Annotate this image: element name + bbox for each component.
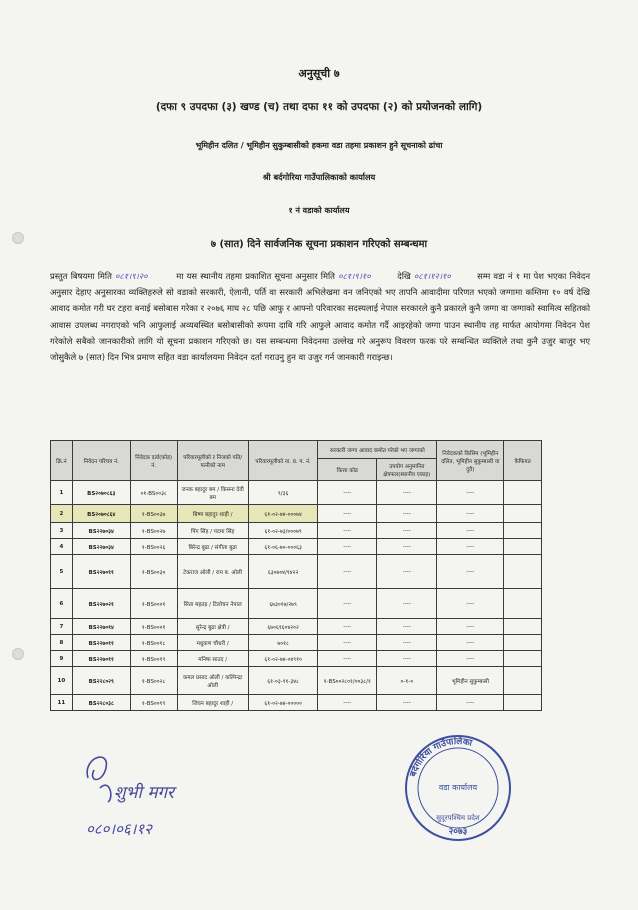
table-row: [51, 555, 542, 589]
cell-plot: १-BS००२८०१/००३८/१: [318, 667, 377, 695]
col-nid: परिवारमूलीको ना. प्र. प. नं.: [248, 441, 318, 481]
cell-reg-no: BS२०७०८६४: [72, 505, 130, 523]
cell-plot: ----: [318, 523, 377, 539]
cell-category: ----: [437, 539, 504, 555]
handwritten-publish-date: ०८१।९।२०: [115, 271, 148, 281]
cell-plot: ----: [318, 695, 377, 711]
cell-name: बिष्ण बहादुर शाही /: [177, 505, 248, 523]
cell-reg-no: BS२२८०२९: [72, 667, 130, 695]
table-row: [51, 523, 542, 539]
cell-nid: ६१-०३-९१-३४८: [248, 667, 318, 695]
cell-area: ----: [377, 555, 437, 589]
cell-remarks: [504, 523, 542, 539]
col-reg-no: निवेदन परिचय नं.: [72, 441, 130, 481]
cell-plot: ----: [318, 589, 377, 619]
cell-reg-no: BS२०७०८६३: [72, 481, 130, 505]
cell-family-no: १-BS००२६: [130, 539, 177, 555]
handwritten-from-date: ०८१।९।१०: [338, 271, 371, 281]
cell-name: मधुकण चौधरी /: [177, 635, 248, 651]
cell-sn: 6: [51, 589, 73, 619]
cell-remarks: [504, 589, 542, 619]
table-row: [51, 505, 542, 523]
cell-area: ----: [377, 523, 437, 539]
cell-area: ----: [377, 481, 437, 505]
cell-reg-no: BS२२७०२१: [72, 589, 130, 619]
cell-nid: ६१-०२-७४-०४९१०: [248, 651, 318, 667]
cell-plot: ----: [318, 505, 377, 523]
cell-nid: ६१-०२-७४-०००७४: [248, 505, 318, 523]
cell-area: ----: [377, 635, 437, 651]
cell-area: ----: [377, 589, 437, 619]
cell-sn: 5: [51, 555, 73, 589]
cell-plot: ----: [318, 555, 377, 589]
cell-sn: 8: [51, 635, 73, 651]
notice-body: [50, 268, 590, 365]
col-name: परिवारमूलीको र निजको पति/पत्नीको नाम: [177, 441, 248, 481]
cell-plot: ----: [318, 539, 377, 555]
cell-name: टेकराज ओली / राम ब. ओली: [177, 555, 248, 589]
cell-reg-no: BS२२८०३८: [72, 695, 130, 711]
cell-category: ----: [437, 555, 504, 589]
cell-name: जनक बहादुर बम / किसना देवी बम: [177, 481, 248, 505]
ward-office: १ नं वडाको कार्यालय: [288, 206, 350, 215]
cell-family-no: १-BS०००१: [130, 619, 177, 635]
cell-remarks: [504, 505, 542, 523]
cell-remarks: [504, 651, 542, 667]
cell-plot: ----: [318, 651, 377, 667]
cell-family-no: १-BS००२७: [130, 523, 177, 539]
signature-name: शुभी मगर: [114, 783, 175, 803]
cell-sn: 3: [51, 523, 73, 539]
col-land-group: सरकारी जग्गा आवाद कमोत गरेको भए जग्गाको: [318, 441, 437, 459]
cell-remarks: [504, 619, 542, 635]
cell-sn: 10: [51, 667, 73, 695]
body-text-3: देखि: [397, 271, 411, 281]
cell-category: ----: [437, 505, 504, 523]
office-name: श्री बर्दगोरिया गाउँपालिकाको कार्यालय: [262, 172, 376, 182]
cell-reg-no: BS२२७०११: [72, 651, 130, 667]
cell-nid: ६१-०२-७३/०००७९: [248, 523, 318, 539]
col-remarks: कैफियत: [504, 441, 542, 481]
cell-sn: 7: [51, 619, 73, 635]
table-row: [51, 589, 542, 619]
table-row: [51, 619, 542, 635]
cell-reg-no: BS२२७०३४: [72, 539, 130, 555]
office-stamp: [398, 728, 518, 848]
table-row: [51, 695, 542, 711]
cell-remarks: [504, 635, 542, 651]
cell-sn: 9: [51, 651, 73, 667]
body-text-2: मा यस स्थानीय तहमा प्रकाशित सूचना अनुसार मिति: [176, 271, 335, 281]
cell-family-no: १-BS००३७: [130, 505, 177, 523]
body-text-1: प्रस्तुत बिषयमा मिति: [50, 271, 112, 281]
clause-heading: (दफा ९ उपदफा (३) खण्ड (च) तथा दफा ११ को उपदफा (२) को प्रयोजनको लागि): [155, 101, 483, 113]
col-area: उपयोग अनुमानित क्षेत्रफल(स्थानीय एकाइ): [377, 459, 437, 481]
cell-remarks: [504, 667, 542, 695]
cell-family-no: १-BS०००१: [130, 589, 177, 619]
cell-area: ----: [377, 651, 437, 667]
cell-remarks: [504, 695, 542, 711]
cell-nid: ९/३६: [248, 481, 318, 505]
cell-name: कमल प्रसाद ओली / कल्पिन्द्रा ओली: [177, 667, 248, 695]
cell-nid: ६३०७०४/१४२२: [248, 555, 318, 589]
cell-plot: ----: [318, 481, 377, 505]
cell-nid: ६७३०१७/२७९: [248, 589, 318, 619]
cell-family-no: १-BS००३०: [130, 555, 177, 589]
cell-remarks: [504, 481, 542, 505]
cell-area: ----: [377, 505, 437, 523]
cell-category: भूमिहीन सुकुम्बासी: [437, 667, 504, 695]
cell-name: सुरेन्द्र बुढा क्षेत्री /: [177, 619, 248, 635]
cell-remarks: [504, 555, 542, 589]
notice-title: ७ (सात) दिने सार्वजनिक सूचना प्रकाशन गरिएको सम्बन्धमा: [210, 239, 428, 250]
cell-nid: ६७०६१६०४२०२: [248, 619, 318, 635]
stamp-place: सुदूरपश्चिम प्रदेश: [436, 814, 480, 822]
table-row: [51, 539, 542, 555]
cell-family-no: १-BS००१८: [130, 635, 177, 651]
cell-area: ----: [377, 619, 437, 635]
cell-sn: 1: [51, 481, 73, 505]
cell-reg-no: BS२२७०११: [72, 635, 130, 651]
cell-category: ----: [437, 619, 504, 635]
cell-reg-no: BS२२७०३४: [72, 523, 130, 539]
cell-family-no: १-BS००१९: [130, 651, 177, 667]
cell-name: मनिषा साउद /: [177, 651, 248, 667]
cell-family-no: ०१-BS००३८: [130, 481, 177, 505]
stamp-year: २०७३: [448, 827, 468, 837]
cell-plot: ----: [318, 619, 377, 635]
cell-remarks: [504, 539, 542, 555]
punch-hole: [12, 648, 24, 660]
cell-sn: 4: [51, 539, 73, 555]
cell-family-no: १-BS००२८: [130, 667, 177, 695]
cell-category: ----: [437, 635, 504, 651]
signature-date: ०८०।०६।१२: [86, 820, 152, 838]
cell-name: पिंग सिंह / पदमा सिंह: [177, 523, 248, 539]
cell-reg-no: BS२२७०११: [72, 555, 130, 589]
table-row: [51, 667, 542, 695]
table-row: [51, 481, 542, 505]
svg-text:बर्दगोरिया गाउँपालिका: [408, 735, 473, 779]
col-family-no: निवेदक दर्ता(कोड) नं.: [130, 441, 177, 481]
cell-name: सिता महतड़ / टिलोचन नेपाल: [177, 589, 248, 619]
col-category: निवेदकको किसिम (भूमिहीन दलित, भूमिहीन सुकुम्बासी वा दुवै): [437, 441, 504, 481]
col-plot: कित्ता कोड: [318, 459, 377, 481]
cell-category: ----: [437, 523, 504, 539]
cell-name: बिरेन्द्र बुढा / संगीता बुढा: [177, 539, 248, 555]
cell-area: ----: [377, 695, 437, 711]
cell-category: ----: [437, 651, 504, 667]
cell-sn: 11: [51, 695, 73, 711]
cell-nid: ६१-०६-७०-०००६३: [248, 539, 318, 555]
col-sn: क्रि.नं: [51, 441, 73, 481]
cell-family-no: १-BS००१९: [130, 695, 177, 711]
table-row: [51, 635, 542, 651]
schedule-heading: अनुसूची ७: [298, 67, 340, 80]
cell-sn: 2: [51, 505, 73, 523]
signature: [80, 738, 220, 848]
cell-area: ----: [377, 539, 437, 555]
cell-nid: ७०१८: [248, 635, 318, 651]
body-text-4: सम्म वडा नं १ मा पेश भएका निवेदन अनुसार देहाए अनुसारका व्यक्तिहरुले सो वडाको सरकारी, ऐलानी, पर्ति वा सरकारी अभिलेखमा वन जनिएको भए तापनि आवादीमा परिणत भएको जग्गामा कम्तिमा १० वर्ष देखि आवाद कमोत गरी घर टहरा बनाई बसोबास गरेका र २०७६ माघ २८ पछि आफु र आफ्नो परिवारका सदस्यलाई नेपाल सरकारले कुनै प्रकारले कुनै जग्गा वा जग्गाको स्वामित्व सहितको आवास उपलब्ध नगराएको भनि आफुलाई अव्यबस्थित बसोबासीको रूपमा दाबि गरि आफुले आवाद कमोत गर्दै आइरहेको जग्गा पाउन स्थानीय तह मार्फत आयोगमा निवेदन पेश गरेकोले सबैको जानकारीको लागि यो सूचना प्रकाशन गरिएको छ। यस सम्बन्धमा निवेदनमा उल्लेख गरे अनुरूप विवरण फरक परे सम्बन्धित व्यक्तिले तथा कुनै उजुर बाजुर भए जोसुकैले ७ (सात) दिन भित्र प्रमाण सहित वडा कार्यालयमा निवेदन दर्ता गराउनु हुन वा उजुर गर्न जानकारी गराइन्छ।: [50, 271, 591, 363]
table-row: [51, 651, 542, 667]
cell-area: ०-१-०: [377, 667, 437, 695]
cell-name: जिवन बहादुर शाही /: [177, 695, 248, 711]
cell-category: ----: [437, 481, 504, 505]
cell-category: ----: [437, 695, 504, 711]
cell-nid: ६१-०२-७४-०००००: [248, 695, 318, 711]
applicants-table: [50, 440, 542, 711]
cell-category: ----: [437, 589, 504, 619]
handwritten-to-date: ०८१।१२।१०: [413, 271, 451, 281]
notice-subject: भूमिहीन दलित / भूमिहीन सुकुम्बासीको हकमा वडा तहमा प्रकाशन हुने सूचनाको ढांचा: [195, 141, 443, 150]
cell-plot: ----: [318, 635, 377, 651]
cell-reg-no: BS२२७०१४: [72, 619, 130, 635]
stamp-mid-text: वडा कार्यालय: [438, 783, 478, 792]
stamp-top-text: बर्दगोरिया गाउँपालिका: [408, 736, 473, 778]
